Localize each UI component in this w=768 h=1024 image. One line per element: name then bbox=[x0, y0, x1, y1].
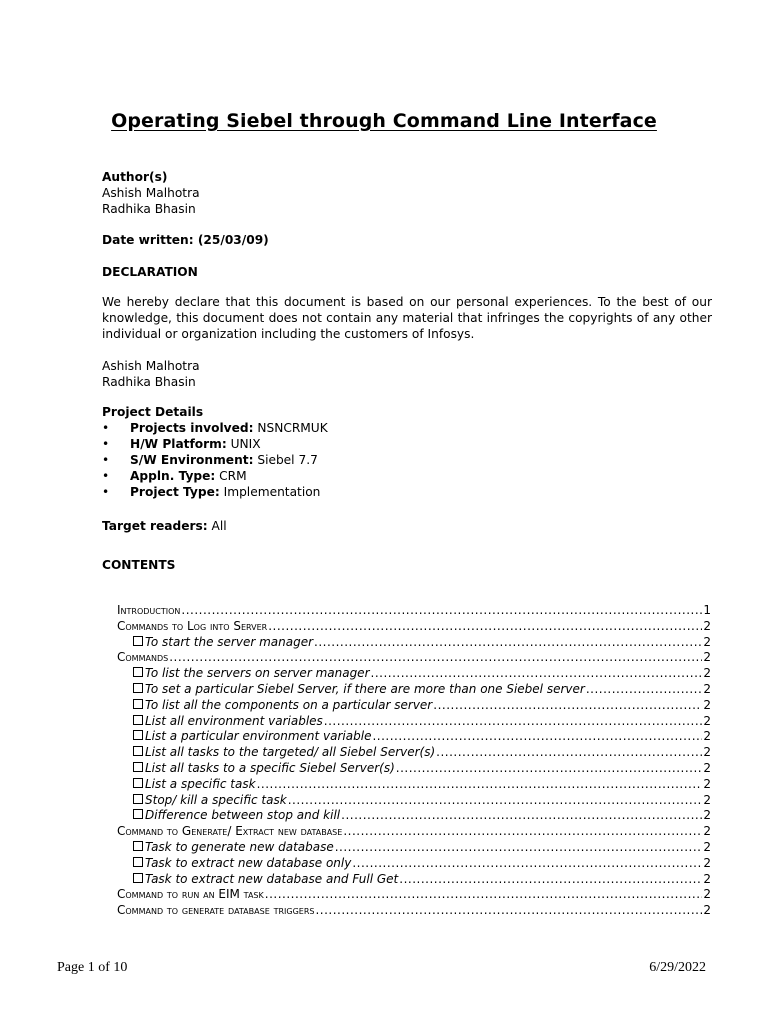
toc-entry-title bbox=[117, 619, 267, 635]
table-of-contents bbox=[117, 603, 711, 919]
toc-entry[interactable] bbox=[117, 872, 711, 888]
checkbox-glyph-icon bbox=[133, 683, 143, 693]
toc-entry[interactable] bbox=[117, 682, 711, 698]
toc-entry[interactable] bbox=[117, 729, 711, 745]
date-written: Date written: (25/03/09) bbox=[102, 233, 269, 247]
toc-entry-title bbox=[133, 729, 371, 745]
toc-page-number: 2 bbox=[703, 808, 711, 823]
toc-entry-title bbox=[117, 650, 168, 666]
checkbox-glyph-icon bbox=[133, 667, 143, 677]
toc-page-number: 1 bbox=[703, 603, 711, 617]
checkbox-glyph-icon bbox=[133, 636, 143, 646]
toc-entry[interactable] bbox=[117, 698, 711, 714]
toc-entry-title bbox=[133, 698, 432, 714]
toc-page-number: 2 bbox=[703, 792, 711, 807]
toc-dot-leader bbox=[436, 745, 702, 761]
toc-dot-leader bbox=[372, 729, 702, 745]
toc-page-number: 2 bbox=[703, 839, 711, 854]
toc-dot-leader bbox=[315, 903, 702, 919]
checkbox-glyph-icon bbox=[133, 762, 143, 772]
toc-dot-leader bbox=[371, 666, 703, 682]
project-details-list bbox=[102, 420, 712, 500]
project-detail-item: • S/W Environment: Siebel 7.7 bbox=[102, 453, 318, 467]
toc-entry-label: Task to generate new database bbox=[145, 839, 334, 854]
toc-entry-title bbox=[133, 872, 398, 888]
toc-dot-leader bbox=[399, 872, 702, 888]
toc-entry-title bbox=[117, 903, 314, 919]
toc-dot-leader bbox=[265, 887, 703, 903]
declaration-signatures bbox=[102, 358, 712, 390]
toc-entry-title bbox=[117, 603, 180, 619]
toc-entry-label: List all tasks to a specific Siebel Server(s) bbox=[145, 760, 395, 775]
toc-entry[interactable] bbox=[117, 666, 711, 682]
toc-entry-label: To start the server manager bbox=[145, 634, 314, 649]
checkbox-glyph-icon bbox=[133, 873, 143, 883]
toc-entry[interactable] bbox=[117, 887, 711, 903]
toc-entry-label: To list the servers on server manager bbox=[145, 666, 370, 681]
project-details-section bbox=[102, 404, 712, 500]
toc-entry-label: Commands to Log into Server bbox=[117, 618, 268, 633]
toc-entry-label: Introduction bbox=[117, 603, 181, 617]
footer-page-number: Page 1 of 10 bbox=[57, 960, 128, 975]
toc-dot-leader bbox=[396, 761, 703, 777]
toc-entry-label: Command to Generate/ Extract new database bbox=[117, 824, 343, 839]
toc-page-number: 2 bbox=[703, 903, 711, 918]
bullet-icon: • bbox=[102, 469, 110, 483]
toc-entry[interactable] bbox=[117, 761, 711, 777]
author-name: Ashish Malhotra bbox=[102, 186, 200, 200]
toc-entry-title bbox=[133, 761, 395, 777]
toc-entry-title bbox=[133, 777, 256, 793]
checkbox-glyph-icon bbox=[133, 794, 143, 804]
toc-dot-leader bbox=[324, 714, 703, 730]
footer-date: 6/29/2022 bbox=[649, 960, 706, 975]
toc-entry[interactable] bbox=[117, 650, 711, 666]
toc-entry-label: Task to extract new database and Full Get bbox=[145, 871, 399, 886]
toc-entry-title bbox=[133, 714, 323, 730]
toc-entry[interactable] bbox=[117, 619, 711, 635]
checkbox-glyph-icon bbox=[133, 809, 143, 819]
project-detail-item: • Project Type: Implementation bbox=[102, 485, 321, 499]
toc-entry-title bbox=[133, 635, 313, 651]
bullet-icon: • bbox=[102, 453, 110, 467]
declaration-heading: DECLARATION bbox=[102, 265, 198, 279]
project-detail-item: • H/W Platform: UNIX bbox=[102, 437, 261, 451]
checkbox-glyph-icon bbox=[133, 699, 143, 709]
toc-page-number: 2 bbox=[703, 634, 711, 649]
toc-entry-title bbox=[133, 840, 334, 856]
toc-entry-title bbox=[117, 887, 264, 903]
checkbox-glyph-icon bbox=[133, 778, 143, 788]
toc-entry-title bbox=[133, 745, 435, 761]
authors-section bbox=[102, 169, 712, 217]
toc-page-number: 2 bbox=[703, 824, 711, 839]
toc-dot-leader bbox=[314, 635, 702, 651]
signature-name: Radhika Bhasin bbox=[102, 375, 196, 389]
toc-page-number: 2 bbox=[703, 855, 711, 870]
toc-entry-label: List all environment variables bbox=[145, 713, 323, 728]
bullet-icon: • bbox=[102, 437, 110, 451]
toc-page-number: 2 bbox=[703, 666, 711, 681]
toc-entry[interactable] bbox=[117, 745, 711, 761]
checkbox-glyph-icon bbox=[133, 746, 143, 756]
toc-entry-title bbox=[133, 666, 370, 682]
toc-entry-label: List a specific task bbox=[145, 776, 256, 791]
toc-entry-label: List a particular environment variable bbox=[145, 729, 372, 744]
toc-entry-label: Difference between stop and kill bbox=[145, 808, 341, 823]
toc-dot-leader bbox=[288, 793, 703, 809]
toc-dot-leader bbox=[586, 682, 703, 698]
toc-entry[interactable] bbox=[117, 635, 711, 651]
toc-page-number: 2 bbox=[703, 745, 711, 760]
toc-entry-title bbox=[133, 682, 585, 698]
toc-dot-leader bbox=[343, 824, 702, 840]
bullet-icon: • bbox=[102, 485, 110, 499]
toc-entry-label: Stop/ kill a specific task bbox=[145, 792, 287, 807]
toc-entry-label: To set a particular Siebel Server, if there are more than one Siebel server bbox=[145, 681, 585, 696]
toc-entry-label: Commands bbox=[117, 650, 169, 665]
toc-page-number: 2 bbox=[703, 713, 711, 728]
toc-entry-label: To list all the components on a particular server bbox=[145, 697, 433, 712]
signature-name: Ashish Malhotra bbox=[102, 359, 200, 373]
checkbox-glyph-icon bbox=[133, 857, 143, 867]
toc-entry-title bbox=[133, 856, 351, 872]
checkbox-glyph-icon bbox=[133, 715, 143, 725]
project-detail-item: • Appln. Type: CRM bbox=[102, 469, 247, 483]
toc-dot-leader bbox=[268, 619, 702, 635]
toc-entry[interactable] bbox=[117, 714, 711, 730]
toc-entry[interactable] bbox=[117, 856, 711, 872]
toc-dot-leader bbox=[352, 856, 702, 872]
project-details-heading: Project Details bbox=[102, 405, 204, 419]
toc-entry[interactable] bbox=[117, 603, 711, 619]
declaration-text: We hereby declare that this document is based on our personal experiences. To the best of our knowledge, this document does not contain any material that infringes the copyrights of any other individual or organization including the customers of Infosys. bbox=[102, 295, 712, 341]
toc-page-number: 2 bbox=[703, 681, 711, 696]
checkbox-glyph-icon bbox=[133, 730, 143, 740]
toc-page-number: 2 bbox=[703, 618, 711, 633]
toc-entry[interactable] bbox=[117, 777, 711, 793]
toc-entry-title bbox=[133, 793, 287, 809]
toc-page-number: 2 bbox=[703, 871, 711, 886]
toc-entry-label: Task to extract new database only bbox=[145, 855, 352, 870]
toc-entry[interactable] bbox=[117, 808, 711, 824]
toc-entry[interactable] bbox=[117, 903, 711, 919]
toc-entry-label: Command to run an EIM task bbox=[117, 887, 264, 902]
toc-dot-leader bbox=[169, 650, 702, 666]
toc-page-number: 2 bbox=[703, 776, 711, 791]
contents-heading: CONTENTS bbox=[102, 558, 176, 572]
author-name: Radhika Bhasin bbox=[102, 202, 196, 216]
toc-entry-label: List all tasks to the targeted/ all Siebel Server(s) bbox=[145, 745, 436, 760]
toc-page-number: 2 bbox=[703, 729, 711, 744]
toc-entry-title bbox=[133, 808, 340, 824]
checkbox-glyph-icon bbox=[133, 841, 143, 851]
toc-page-number: 2 bbox=[703, 650, 711, 665]
toc-entry[interactable] bbox=[117, 793, 711, 809]
target-readers: Target readers: All bbox=[102, 519, 227, 533]
toc-dot-leader bbox=[257, 777, 703, 793]
toc-page-number: 2 bbox=[703, 760, 711, 775]
toc-dot-leader bbox=[341, 808, 702, 824]
toc-entry[interactable] bbox=[117, 824, 711, 840]
authors-heading: Author(s) bbox=[102, 170, 168, 184]
document-title: Operating Siebel through Command Line Interface bbox=[111, 110, 657, 132]
toc-page-number: 2 bbox=[703, 697, 711, 712]
project-detail-item: • Projects involved: NSNCRMUK bbox=[102, 421, 328, 435]
toc-page-number: 2 bbox=[703, 887, 711, 902]
toc-entry-label: Command to generate database triggers bbox=[117, 903, 315, 918]
toc-dot-leader bbox=[433, 698, 702, 714]
bullet-icon: • bbox=[102, 421, 110, 435]
toc-entry[interactable] bbox=[117, 840, 711, 856]
toc-dot-leader bbox=[181, 603, 702, 619]
toc-entry-title bbox=[117, 824, 342, 840]
toc-dot-leader bbox=[335, 840, 703, 856]
